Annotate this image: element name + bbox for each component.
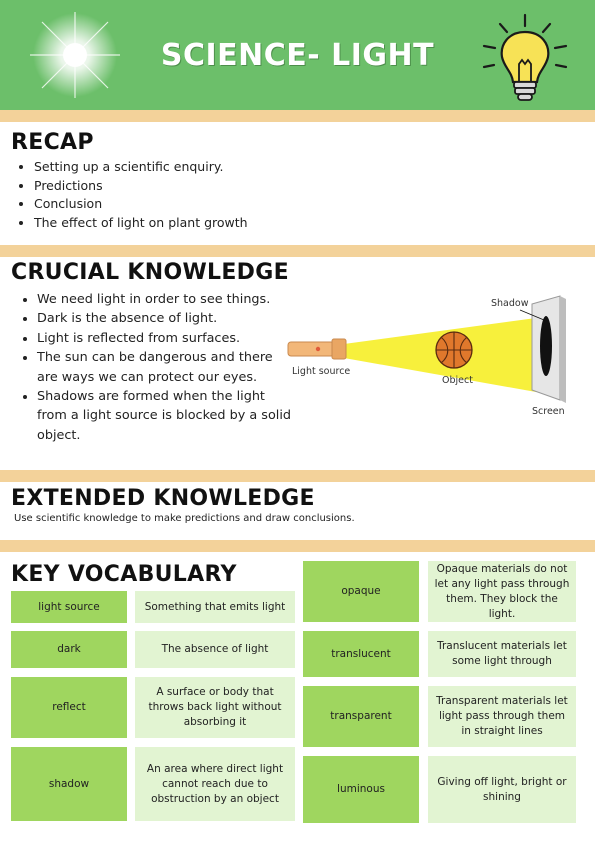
recap-heading: RECAP [11,130,94,155]
vocab-definition: Opaque materials do not let any light pass through them. They block the light. [428,561,576,622]
vocab-term: dark [11,631,127,668]
screen-icon [532,296,566,403]
vocab-definition: Translucent materials let some light through [428,631,576,677]
page-title: SCIENCE- LIGHT [160,38,435,73]
extended-knowledge-text: Use scientific knowledge to make predictions and draw conclusions. [14,513,355,524]
list-item: • Light is reflected from surfaces. [37,329,292,348]
section-divider [0,540,595,552]
diagram-label-screen: Screen [532,406,565,417]
vocab-term: shadow [11,747,127,821]
shadow-diagram [284,290,574,420]
basketball-icon [436,332,472,368]
vocab-term: transparent [303,686,419,747]
page-header [0,0,595,110]
vocab-definition: A surface or body that throws back light without absorbing it [135,677,295,738]
vocab-definition: Something that emits light [135,591,295,623]
list-item: • Shadows are formed when the light from a light source is blocked by a solid object. [37,387,292,445]
vocab-definition: The absence of light [135,631,295,668]
diagram-label-light-source: Light source [292,366,351,377]
vocab-term: light source [11,591,127,623]
vocab-definition: An area where direct light cannot reach due to obstruction by an object [135,747,295,821]
diagram-label-shadow: Shadow [491,298,529,309]
extended-knowledge-heading: EXTENDED KNOWLEDGE [11,486,315,511]
vocab-term: reflect [11,677,127,738]
list-item: • Predictions [34,177,334,196]
list-item: • We need light in order to see things. [37,290,292,309]
list-item: • Conclusion [34,195,334,214]
key-vocabulary-heading: KEY VOCABULARY [11,562,237,587]
vocab-term: luminous [303,756,419,823]
vocab-term: opaque [303,561,419,622]
list-item: • Setting up a scientific enquiry. [34,158,334,177]
crucial-knowledge-heading: CRUCIAL KNOWLEDGE [11,260,289,285]
section-divider [0,110,595,122]
list-item: • Dark is the absence of light. [37,309,292,328]
recap-list [12,158,334,233]
vocab-definition: Transparent materials let light pass through them in straight lines [428,686,576,747]
torch-icon [288,339,346,359]
section-divider [0,245,595,257]
light-bulb-icon [478,12,573,107]
list-item: • The effect of light on plant growth [34,214,334,233]
list-item: • The sun can be dangerous and there are ways we can protect our eyes. [37,348,292,387]
crucial-knowledge-list [15,290,292,445]
vocab-definition: Giving off light, bright or shining [428,756,576,823]
vocab-term: translucent [303,631,419,677]
section-divider [0,470,595,482]
diagram-label-object: Object [442,375,473,386]
